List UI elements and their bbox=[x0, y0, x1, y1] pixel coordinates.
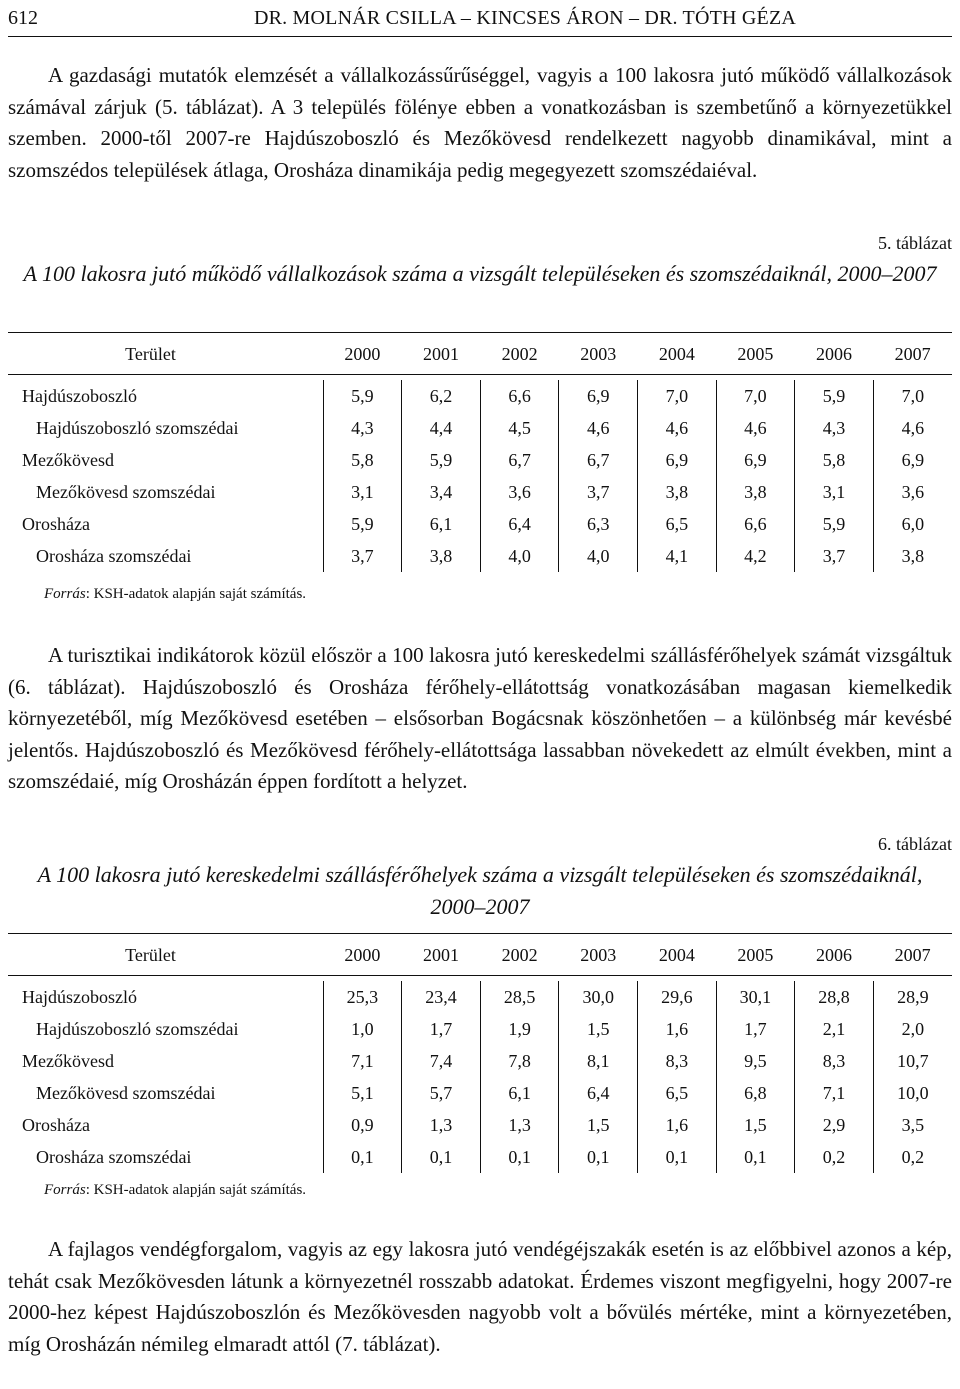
table-cell: 6,5 bbox=[638, 1077, 717, 1109]
table-cell: 3,8 bbox=[638, 476, 717, 508]
table-cell: 6,8 bbox=[716, 1077, 795, 1109]
table-cell: 1,3 bbox=[402, 1109, 481, 1141]
table-cell: 6,7 bbox=[480, 444, 559, 476]
table-cell: 10,7 bbox=[873, 1045, 952, 1077]
table-cell: 6,5 bbox=[638, 508, 717, 540]
table-cell: 3,7 bbox=[559, 476, 638, 508]
row-label: Hajdúszoboszló bbox=[22, 986, 137, 1007]
table-cell: 2,1 bbox=[795, 1013, 874, 1045]
column-header: 2001 bbox=[422, 944, 459, 965]
table-cell: 9,5 bbox=[716, 1045, 795, 1077]
column-header: 2003 bbox=[580, 944, 617, 965]
source-label: Forrás bbox=[44, 1182, 86, 1198]
table-cell: 0,1 bbox=[323, 1141, 402, 1173]
table-6-header-rule bbox=[8, 975, 952, 976]
table-cell: 4,2 bbox=[716, 540, 795, 572]
column-header: 2002 bbox=[501, 343, 538, 364]
table-cell: 4,6 bbox=[638, 412, 717, 444]
table-cell: 1,5 bbox=[716, 1109, 795, 1141]
row-label: Mezőkövesd szomszédai bbox=[36, 1082, 216, 1103]
table-cell: 6,1 bbox=[402, 508, 481, 540]
table-cell: 4,0 bbox=[480, 540, 559, 572]
row-label: Hajdúszoboszló bbox=[22, 385, 137, 406]
table-cell: 1,5 bbox=[559, 1109, 638, 1141]
column-header: 2006 bbox=[816, 944, 853, 965]
column-header: Terület bbox=[125, 343, 176, 364]
table-cell: 1,9 bbox=[480, 1013, 559, 1045]
table-cell: 6,6 bbox=[716, 508, 795, 540]
table-cell: 0,1 bbox=[402, 1141, 481, 1173]
page-number: 612 bbox=[8, 7, 38, 29]
row-label: Orosháza bbox=[22, 513, 90, 534]
column-header: 2000 bbox=[344, 343, 381, 364]
table-cell: 29,6 bbox=[638, 981, 717, 1013]
table-row bbox=[8, 1045, 952, 1077]
table-row bbox=[8, 476, 952, 508]
running-title: DR. MOLNÁR CSILLA – KINCSES ÁRON – DR. TÓTH GÉZA bbox=[253, 7, 797, 29]
table-5-caption: A 100 lakosra jutó működő vállalkozások száma a vizsgált településeken és szomszédaiknál, 2000–2007 bbox=[23, 261, 937, 286]
body-paragraph-2: A turisztikai indikátorok közül először a 100 lakosra jutó kereskedelmi szállásférőhelyek számát vizsgáltuk (6. táblázat). Hajdúszoboszló és Orosháza férőhely-ellátottság vonatkozásában magasan kiemelkedik környezetéből, míg Mezőkövesd esetében – elsősorban Bogácsnak köszönhetően – a különbség már kevésbé jelentős. Hajdúszoboszló és Mezőkövesd férőhely-ellátottsága lassabban növekedett az elmúlt években, mint a szomszédaié, míg Orosházán éppen fordított a helyzet. bbox=[8, 643, 952, 793]
source-text: : KSH-adatok alapján saját számítás. bbox=[85, 1182, 307, 1198]
table-cell: 3,6 bbox=[480, 476, 559, 508]
column-header: 2007 bbox=[894, 944, 931, 965]
table-6-number: 6. táblázat bbox=[878, 834, 952, 854]
column-header: 2000 bbox=[344, 944, 381, 965]
header-spacer bbox=[8, 370, 952, 380]
table-cell: 6,2 bbox=[402, 380, 481, 412]
table-row bbox=[8, 1013, 952, 1045]
table-cell: 4,6 bbox=[716, 412, 795, 444]
table-cell: 0,2 bbox=[795, 1141, 874, 1173]
table-5-source bbox=[44, 584, 306, 604]
table-cell: 4,3 bbox=[323, 412, 402, 444]
table-cell: 7,1 bbox=[795, 1077, 874, 1109]
table-cell: 1,6 bbox=[638, 1013, 717, 1045]
column-header: 2001 bbox=[422, 343, 459, 364]
table-row bbox=[8, 1141, 952, 1173]
table-cell: 4,1 bbox=[638, 540, 717, 572]
column-header: 2004 bbox=[658, 944, 695, 965]
table-row bbox=[8, 508, 952, 540]
body-paragraph-1: A gazdasági mutatók elemzését a vállalkozássűrűséggel, vagyis a 100 lakosra jutó működő vállalkozások számával zárjuk (5. táblázat). A 3 település fölénye ebben a vonatkozásban is szembetűnő a környezetükkel szemben. 2000-től 2007-re Hajdúszoboszló és Mezőkövesd rendelkezett nagyobb dinamikával, mint a szomszédos települések átlaga, Orosháza dinamikája pedig megegyezett szomszédaiéval. bbox=[8, 63, 952, 182]
table-cell: 0,1 bbox=[559, 1141, 638, 1173]
table-cell: 4,6 bbox=[873, 412, 952, 444]
table-cell: 23,4 bbox=[402, 981, 481, 1013]
table-cell: 6,0 bbox=[873, 508, 952, 540]
table-cell: 6,9 bbox=[638, 444, 717, 476]
table-cell: 4,6 bbox=[559, 412, 638, 444]
column-header: 2005 bbox=[737, 343, 774, 364]
column-header: 2007 bbox=[894, 343, 931, 364]
table-5-top-rule bbox=[8, 332, 952, 333]
body-paragraph-3: A fajlagos vendégforgalom, vagyis az egy lakosra jutó vendégéjszakák esetén is az előbbivel azonos a kép, tehát csak Mezőkövesden látunk a környezetnél rosszabb adatokat. Érdemes viszont megfigyelni, hogy 2007-re 2000-hez képest Hajdúszoboszlón és Mezőkövesden nagyobb volt a bővülés mértéke, mint a környezetében, míg Orosházán némileg elmaradt attól (7. táblázat). bbox=[8, 1237, 952, 1356]
column-header: 2004 bbox=[658, 343, 695, 364]
table-cell: 5,8 bbox=[795, 444, 874, 476]
table-cell: 7,0 bbox=[716, 380, 795, 412]
table-cell: 5,9 bbox=[795, 508, 874, 540]
table-cell: 0,2 bbox=[873, 1141, 952, 1173]
table-cell: 4,5 bbox=[480, 412, 559, 444]
table-cell: 3,8 bbox=[873, 540, 952, 572]
table-cell: 4,4 bbox=[402, 412, 481, 444]
table-cell: 28,9 bbox=[873, 981, 952, 1013]
table-cell: 8,1 bbox=[559, 1045, 638, 1077]
table-row bbox=[8, 1077, 952, 1109]
table-cell: 6,7 bbox=[559, 444, 638, 476]
table-row bbox=[8, 1109, 952, 1141]
table-cell: 3,7 bbox=[323, 540, 402, 572]
table-cell: 6,6 bbox=[480, 380, 559, 412]
table-cell: 6,4 bbox=[559, 1077, 638, 1109]
row-label: Mezőkövesd szomszédai bbox=[36, 481, 216, 502]
table-cell: 7,0 bbox=[638, 380, 717, 412]
table-cell: 6,1 bbox=[480, 1077, 559, 1109]
header-spacer bbox=[8, 971, 952, 981]
column-header: 2003 bbox=[580, 343, 617, 364]
table-cell: 1,7 bbox=[716, 1013, 795, 1045]
table-cell: 28,5 bbox=[480, 981, 559, 1013]
table-cell: 2,0 bbox=[873, 1013, 952, 1045]
table-row bbox=[8, 981, 952, 1013]
table-cell: 25,3 bbox=[323, 981, 402, 1013]
table-cell: 6,9 bbox=[559, 380, 638, 412]
table-cell: 10,0 bbox=[873, 1077, 952, 1109]
table-cell: 0,1 bbox=[638, 1141, 717, 1173]
table-cell: 1,5 bbox=[559, 1013, 638, 1045]
source-label: Forrás bbox=[44, 586, 86, 602]
table-cell: 5,9 bbox=[323, 380, 402, 412]
table-cell: 8,3 bbox=[638, 1045, 717, 1077]
table-cell: 5,1 bbox=[323, 1077, 402, 1109]
table-cell: 1,0 bbox=[323, 1013, 402, 1045]
row-label: Orosháza szomszédai bbox=[36, 1146, 192, 1167]
table-cell: 28,8 bbox=[795, 981, 874, 1013]
table-cell: 3,1 bbox=[795, 476, 874, 508]
column-header: Terület bbox=[125, 944, 176, 965]
table-cell: 2,9 bbox=[795, 1109, 874, 1141]
table-6-caption: A 100 lakosra jutó kereskedelmi szállásférőhelyek száma a vizsgált településeken és szomszédaiknál, 2000–2007 bbox=[37, 862, 923, 919]
table-row bbox=[8, 444, 952, 476]
table-cell: 5,8 bbox=[323, 444, 402, 476]
table-6-top-rule bbox=[8, 933, 952, 934]
page-header bbox=[8, 4, 952, 32]
table-cell: 3,8 bbox=[402, 540, 481, 572]
column-header: 2005 bbox=[737, 944, 774, 965]
table-cell: 4,3 bbox=[795, 412, 874, 444]
row-label: Orosháza szomszédai bbox=[36, 545, 192, 566]
table-cell: 1,7 bbox=[402, 1013, 481, 1045]
row-label: Orosháza bbox=[22, 1114, 90, 1135]
table-cell: 3,7 bbox=[795, 540, 874, 572]
header-rule bbox=[8, 36, 952, 37]
table-cell: 1,3 bbox=[480, 1109, 559, 1141]
table-cell: 6,4 bbox=[480, 508, 559, 540]
table-cell: 7,0 bbox=[873, 380, 952, 412]
table-cell: 3,8 bbox=[716, 476, 795, 508]
table-cell: 0,9 bbox=[323, 1109, 402, 1141]
table-6-source bbox=[44, 1180, 306, 1200]
row-label: Mezőkövesd bbox=[22, 1050, 114, 1071]
table-cell: 6,9 bbox=[716, 444, 795, 476]
table-cell: 30,1 bbox=[716, 981, 795, 1013]
row-label: Mezőkövesd bbox=[22, 449, 114, 470]
table-5-header-rule bbox=[8, 374, 952, 375]
table-cell: 3,4 bbox=[402, 476, 481, 508]
table-row bbox=[8, 412, 952, 444]
table-cell: 5,9 bbox=[402, 444, 481, 476]
row-label: Hajdúszoboszló szomszédai bbox=[36, 1018, 239, 1039]
table-header-row bbox=[8, 939, 952, 971]
table-cell: 5,9 bbox=[795, 380, 874, 412]
source-text: : KSH-adatok alapján saját számítás. bbox=[85, 586, 307, 602]
row-label: Hajdúszoboszló szomszédai bbox=[36, 417, 239, 438]
table-cell: 6,9 bbox=[873, 444, 952, 476]
table-cell: 0,1 bbox=[716, 1141, 795, 1173]
table-cell: 7,4 bbox=[402, 1045, 481, 1077]
table-cell: 30,0 bbox=[559, 981, 638, 1013]
table-row bbox=[8, 380, 952, 412]
column-header: 2002 bbox=[501, 944, 538, 965]
table-cell: 7,1 bbox=[323, 1045, 402, 1077]
table-cell: 0,1 bbox=[480, 1141, 559, 1173]
table-cell: 3,6 bbox=[873, 476, 952, 508]
table-5-number: 5. táblázat bbox=[878, 233, 952, 253]
table-cell: 6,3 bbox=[559, 508, 638, 540]
table-cell: 5,7 bbox=[402, 1077, 481, 1109]
table-cell: 3,5 bbox=[873, 1109, 952, 1141]
table-cell: 7,8 bbox=[480, 1045, 559, 1077]
table-header-row bbox=[8, 338, 952, 370]
table-cell: 1,6 bbox=[638, 1109, 717, 1141]
table-cell: 5,9 bbox=[323, 508, 402, 540]
table-row bbox=[8, 540, 952, 572]
table-cell: 8,3 bbox=[795, 1045, 874, 1077]
table-cell: 4,0 bbox=[559, 540, 638, 572]
table-cell: 3,1 bbox=[323, 476, 402, 508]
column-header: 2006 bbox=[816, 343, 853, 364]
